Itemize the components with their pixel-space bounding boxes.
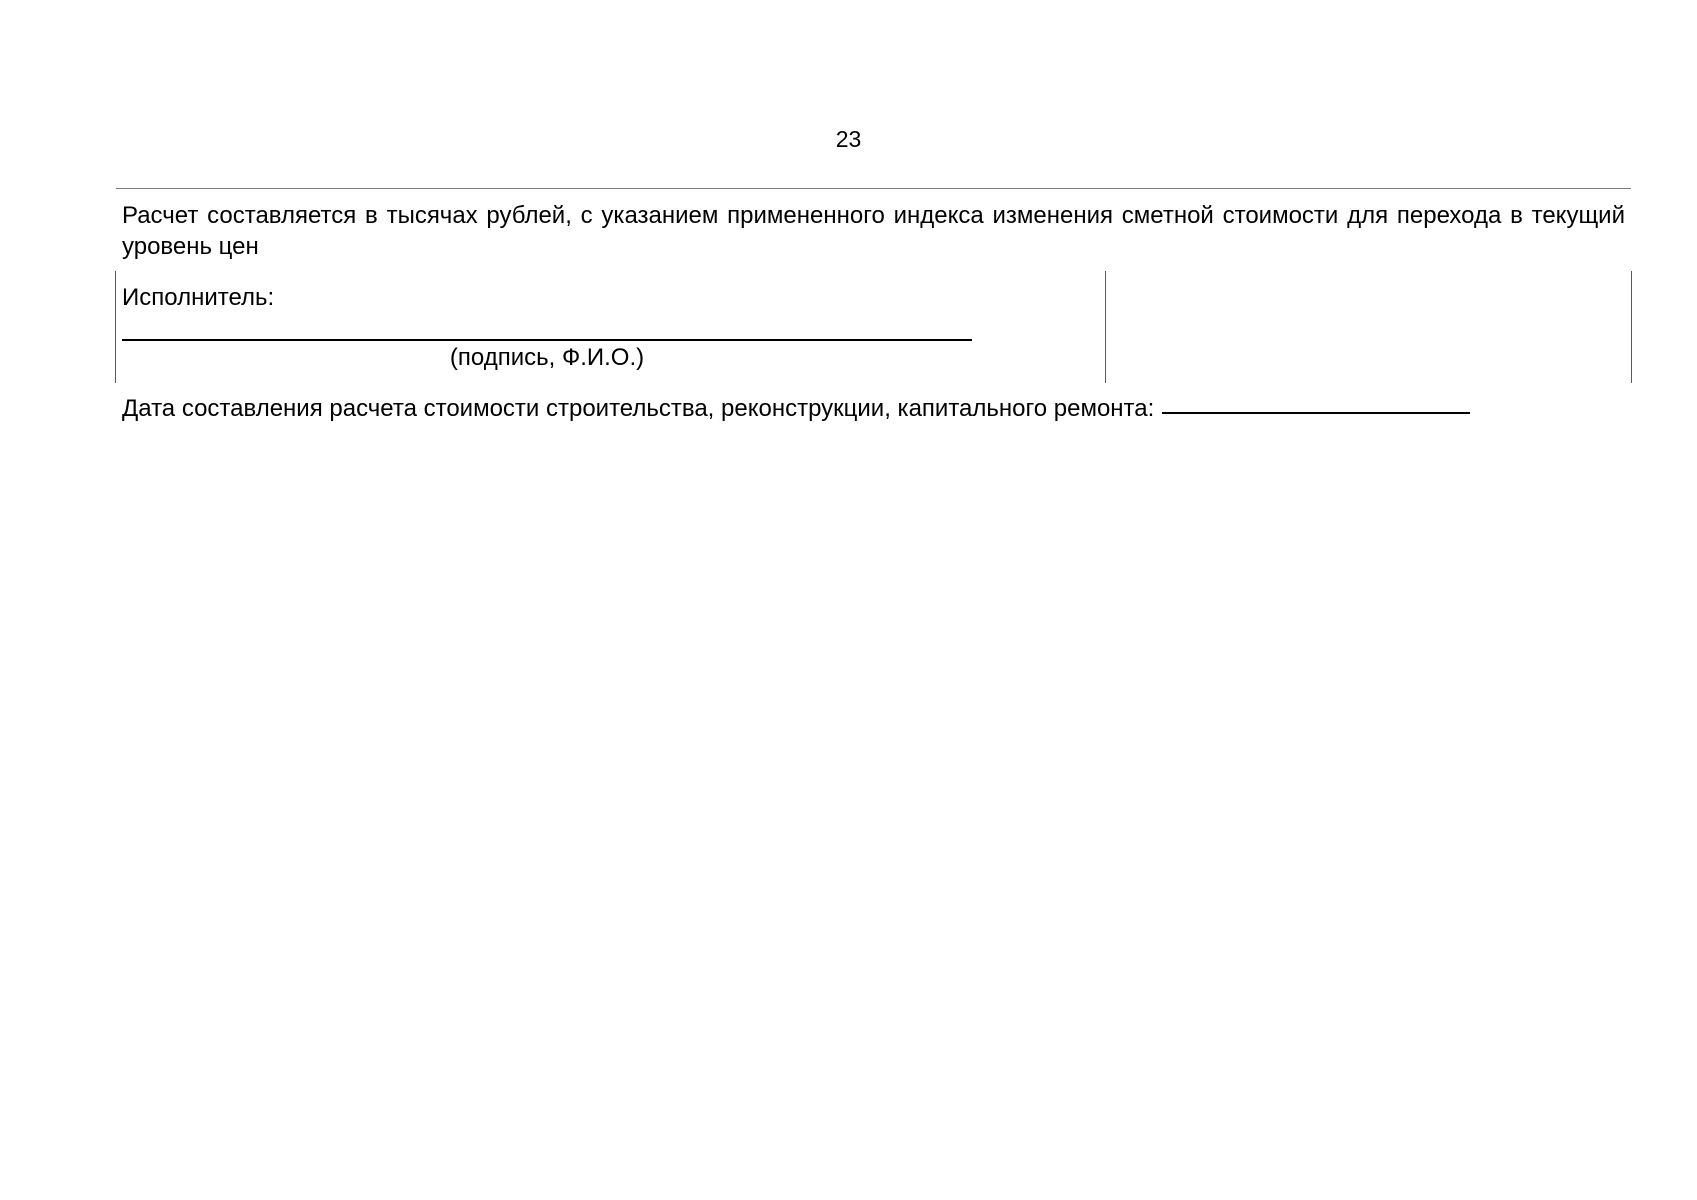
page-number: 23 [835, 126, 862, 152]
signature-caption: (подпись, Ф.И.О.) [449, 344, 645, 371]
header-rule [116, 188, 1631, 189]
executor-label: Исполнитель: [122, 284, 275, 311]
date-row [122, 394, 1470, 424]
table-left-border [115, 271, 116, 383]
signature-line [122, 339, 972, 341]
empty-right-cell [1106, 271, 1631, 383]
table-right-border [1631, 271, 1632, 383]
calculation-note: Расчет составляется в тысячах рублей, с указанием примененного индекса изменения сметной стоимости для перехода в текущий уровень цен [122, 202, 1625, 260]
signature-table [115, 271, 1632, 383]
date-label: Дата составления расчета стоимости строительства, реконструкции, капитального ремонта: [122, 395, 1155, 422]
date-blank-line [1162, 412, 1470, 414]
